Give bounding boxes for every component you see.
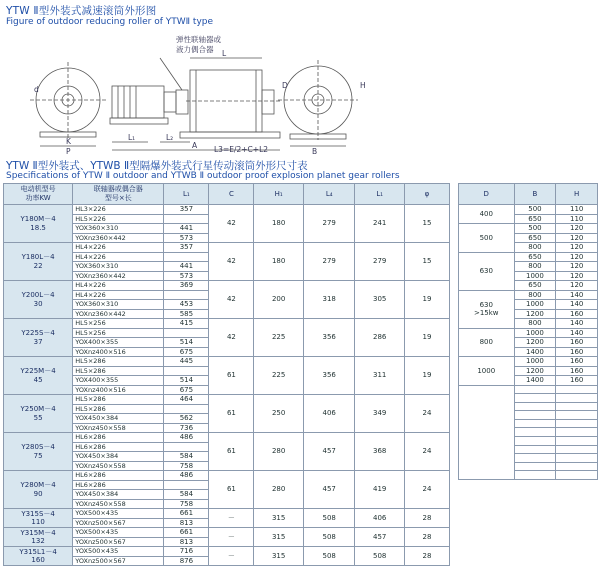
l1-cell: 357 [164, 205, 209, 215]
l1-cell: 813 [164, 518, 209, 528]
dimension-table [3, 183, 450, 566]
phi-cell: 24 [404, 433, 449, 471]
l1-cell: 573 [164, 271, 209, 281]
motor-cell [4, 357, 73, 395]
lf-cell: 311 [355, 357, 404, 395]
l1-cell: 716 [164, 547, 209, 557]
reducer-cell: YOX500×435 [73, 547, 164, 557]
dim-P: P [66, 147, 71, 156]
col-reducer: 联轴器或偶合器 型号×长 [73, 184, 164, 205]
table-row [459, 357, 598, 367]
phi-cell: 19 [404, 357, 449, 395]
col-D: D [459, 184, 515, 205]
motor-power: 18.5 [30, 223, 46, 232]
h1-cell: 315 [254, 509, 303, 528]
phi-cell: 15 [404, 243, 449, 281]
motor-cell [4, 319, 73, 357]
reducer-cell: HL6×286 [73, 471, 164, 481]
b-cell [514, 419, 556, 428]
reducer-cell: HL6×286 [73, 433, 164, 443]
h-cell: 120 [556, 224, 598, 234]
h-cell: 120 [556, 281, 598, 291]
reducer-cell: YOX400×355 [73, 338, 164, 348]
h-cell [556, 454, 598, 463]
phi-cell: 19 [404, 281, 449, 319]
l1-cell: 441 [164, 224, 209, 234]
l1-cell [164, 214, 209, 224]
motor-power: 45 [33, 375, 43, 384]
motor-model: Y180L－4 [21, 253, 55, 261]
b-cell [514, 445, 556, 454]
lf-cell: 457 [355, 528, 404, 547]
h-cell [556, 445, 598, 454]
lf-cell: 419 [355, 471, 404, 509]
motor-power: 37 [33, 337, 43, 346]
l1-cell: 758 [164, 461, 209, 471]
lf-cell: 286 [355, 319, 404, 357]
b-cell [514, 385, 556, 394]
lf-cell: 241 [355, 205, 404, 243]
l1-cell: 661 [164, 528, 209, 538]
reducer-cell: YOXnz450×558 [73, 499, 164, 509]
h-cell: 140 [556, 328, 598, 338]
l1-cell: 813 [164, 537, 209, 547]
c-cell: 61 [209, 357, 254, 395]
h-cell [556, 411, 598, 420]
h-cell: 110 [556, 214, 598, 224]
reducer-cell: HL5×286 [73, 395, 164, 405]
reducer-cell: YOX450×384 [73, 414, 164, 424]
reducer-cell: YOX360×310 [73, 224, 164, 234]
l4-cell: 457 [303, 471, 355, 509]
l1-cell: 486 [164, 433, 209, 443]
motor-power: 75 [33, 451, 43, 460]
motor-power: 22 [33, 261, 43, 270]
motor-model: Y315M－4 [20, 528, 56, 537]
table-row [4, 319, 450, 329]
h-cell: 140 [556, 300, 598, 310]
table-row [459, 224, 598, 234]
b-cell: 800 [514, 243, 556, 253]
reducer-cell: HL5×226 [73, 214, 164, 224]
motor-power: 110 [31, 518, 45, 526]
h1-cell: 225 [254, 357, 303, 395]
b-cell: 1000 [514, 271, 556, 281]
h1-cell: 315 [254, 547, 303, 566]
col-L4: L₄ [303, 184, 355, 205]
b-cell: 650 [514, 281, 556, 291]
b-cell: 1200 [514, 309, 556, 319]
d-cell: 500 [459, 224, 515, 253]
l4-cell: 508 [303, 528, 355, 547]
h1-cell: 180 [254, 243, 303, 281]
reducer-cell: HL5×286 [73, 357, 164, 367]
c-cell: 42 [209, 243, 254, 281]
l1-cell: 486 [164, 471, 209, 481]
l1-cell: 585 [164, 309, 209, 319]
b-cell: 650 [514, 214, 556, 224]
b-cell: 1000 [514, 357, 556, 367]
c-cell: 42 [209, 319, 254, 357]
h1-cell: 180 [254, 205, 303, 243]
d-cell: 400 [459, 205, 515, 224]
motor-cell [4, 509, 73, 528]
l1-cell: 736 [164, 423, 209, 433]
l1-cell: 876 [164, 556, 209, 566]
h-cell: 110 [556, 205, 598, 215]
l1-cell: 758 [164, 499, 209, 509]
phi-cell: 28 [404, 528, 449, 547]
l1-cell: 445 [164, 357, 209, 367]
l4-cell: 279 [303, 205, 355, 243]
motor-model: Y280S－4 [21, 443, 55, 451]
drum-size-table [458, 183, 598, 480]
reducer-cell: YOXnz400×516 [73, 385, 164, 395]
b-cell [514, 402, 556, 411]
motor-model: Y315S－4 [21, 509, 55, 518]
col-L1: L₁ [164, 184, 209, 205]
formula-label: L3=E/2+C+L2 [214, 145, 269, 154]
motor-model: Y225S－4 [21, 329, 55, 337]
table-row [4, 471, 450, 481]
reducer-cell: YOXnz450×558 [73, 461, 164, 471]
motor-model: Y250M－4 [20, 405, 56, 413]
table-title: YTW Ⅱ型外装式、YTWB Ⅱ型隔爆外装式行星传动滚筒外形尺寸表 [6, 160, 308, 172]
dim-L1: L₁ [128, 133, 136, 142]
l4-cell: 508 [303, 509, 355, 528]
reducer-cell: YOX360×310 [73, 262, 164, 272]
motor-cell [4, 243, 73, 281]
reducer-cell: HL4×226 [73, 252, 164, 262]
h-cell [556, 437, 598, 446]
b-cell [514, 394, 556, 403]
motor-power: 90 [33, 489, 43, 498]
table-row [4, 433, 450, 443]
motor-power: 160 [31, 556, 45, 564]
reducer-cell: HL4×226 [73, 243, 164, 253]
h-cell: 160 [556, 338, 598, 348]
l4-cell: 356 [303, 357, 355, 395]
col-H: H [556, 184, 598, 205]
table-row [459, 385, 598, 394]
col-Lf: L₁ [355, 184, 404, 205]
table-row [459, 290, 598, 300]
l1-cell: 415 [164, 319, 209, 329]
col-phi: φ [404, 184, 449, 205]
reducer-cell: HL3×226 [73, 205, 164, 215]
coupling [176, 90, 188, 114]
table-row [4, 528, 450, 538]
h-cell [556, 471, 598, 480]
h-cell [556, 394, 598, 403]
l1-cell: 562 [164, 414, 209, 424]
d-cell: 630 >15kw [459, 290, 515, 328]
h-cell: 120 [556, 271, 598, 281]
reducer-cell: YOX450×384 [73, 452, 164, 462]
b-cell: 800 [514, 262, 556, 272]
motor-cell [4, 528, 73, 547]
l1-cell [164, 404, 209, 414]
col-H1: H₁ [254, 184, 303, 205]
page-subtitle: Figure of outdoor reducing roller of YTWⅡ type [6, 17, 214, 27]
h1-cell: 225 [254, 319, 303, 357]
table-row [4, 547, 450, 557]
b-cell [514, 462, 556, 471]
page-title: YTW Ⅱ型外装式减速滚筒外形图 [6, 5, 157, 17]
motor-power: 55 [33, 413, 43, 422]
table-row [4, 281, 450, 291]
b-cell: 1200 [514, 366, 556, 376]
h-cell: 160 [556, 357, 598, 367]
l1-cell [164, 366, 209, 376]
reducer-cell: YOXnz450×558 [73, 423, 164, 433]
b-cell: 1400 [514, 347, 556, 357]
dim-A: A [192, 141, 198, 150]
motor-cell [4, 471, 73, 509]
b-cell: 1200 [514, 338, 556, 348]
l1-cell: 464 [164, 395, 209, 405]
h-cell [556, 428, 598, 437]
l1-cell: 661 [164, 509, 209, 519]
h-cell [556, 419, 598, 428]
lf-cell: 305 [355, 281, 404, 319]
reducer-cell: YOXnz400×516 [73, 347, 164, 357]
c-cell: 61 [209, 395, 254, 433]
l4-cell: 508 [303, 547, 355, 566]
roller-outline-drawing [0, 28, 600, 156]
reducer-cell: YOXnz500×567 [73, 537, 164, 547]
h-cell: 160 [556, 376, 598, 386]
l4-cell: 356 [303, 319, 355, 357]
motor-model: Y200L－4 [21, 291, 55, 299]
l1-cell: 441 [164, 262, 209, 272]
coupling-label-2: 液力偶合器 [176, 45, 214, 54]
h-cell: 120 [556, 262, 598, 272]
dim-B: B [312, 147, 318, 156]
reducer-cell: YOXnz500×567 [73, 518, 164, 528]
l1-cell: 573 [164, 233, 209, 243]
b-cell: 800 [514, 290, 556, 300]
table-row [4, 509, 450, 519]
phi-cell: 15 [404, 205, 449, 243]
l1-cell [164, 252, 209, 262]
l4-cell: 457 [303, 433, 355, 471]
c-cell: 61 [209, 471, 254, 509]
l1-cell [164, 290, 209, 300]
b-cell: 1400 [514, 376, 556, 386]
reducer-cell: HL5×256 [73, 328, 164, 338]
c-cell: － [209, 547, 254, 566]
reducer-cell: YOX400×355 [73, 376, 164, 386]
l4-cell: 279 [303, 243, 355, 281]
motor-cell [4, 281, 73, 319]
l1-cell: 584 [164, 490, 209, 500]
h1-cell: 280 [254, 471, 303, 509]
lf-cell: 368 [355, 433, 404, 471]
c-cell: － [209, 509, 254, 528]
c-cell: － [209, 528, 254, 547]
h-cell: 120 [556, 243, 598, 253]
motor-cell [4, 433, 73, 471]
phi-cell: 24 [404, 395, 449, 433]
motor-model: Y315L1－4 [19, 547, 57, 556]
table-row [459, 205, 598, 215]
col-B: B [514, 184, 556, 205]
reducer-cell: YOXnz360×442 [73, 233, 164, 243]
reducer-cell: YOX500×435 [73, 509, 164, 519]
l1-cell: 369 [164, 281, 209, 291]
h-cell: 160 [556, 366, 598, 376]
reducer-cell: HL5×286 [73, 404, 164, 414]
motor-cell [4, 205, 73, 243]
motor-cell [4, 547, 73, 566]
table-subtitle: Specifications of YTW Ⅱ outdoor and YTWB Ⅱ outdoor proof explosion planet gear rollers [6, 171, 400, 181]
h-cell: 120 [556, 233, 598, 243]
l4-cell: 318 [303, 281, 355, 319]
l1-cell: 584 [164, 452, 209, 462]
h1-cell: 280 [254, 433, 303, 471]
d-cell: 800 [459, 328, 515, 357]
h-cell: 120 [556, 252, 598, 262]
col-motor: 电动机型号 功率KW [4, 184, 73, 205]
reducer-cell: YOXnz360×442 [73, 309, 164, 319]
table-row [459, 328, 598, 338]
h-cell: 140 [556, 290, 598, 300]
h-cell: 140 [556, 319, 598, 329]
reducer-cell: HL6×286 [73, 480, 164, 490]
l1-cell [164, 328, 209, 338]
reducer-cell: YOX500×435 [73, 528, 164, 538]
h-cell [556, 385, 598, 394]
b-cell: 500 [514, 224, 556, 234]
l1-cell: 514 [164, 376, 209, 386]
h-cell: 160 [556, 347, 598, 357]
l1-cell: 675 [164, 385, 209, 395]
motor-cell [4, 395, 73, 433]
d-cell: 1000 [459, 357, 515, 386]
h1-cell: 250 [254, 395, 303, 433]
b-cell: 500 [514, 205, 556, 215]
dim-d: d [34, 85, 39, 94]
table-row [4, 243, 450, 253]
d-cell: 630 [459, 252, 515, 290]
motor-body [112, 86, 164, 118]
d-cell [459, 385, 515, 480]
l1-cell: 357 [164, 243, 209, 253]
lf-cell: 279 [355, 243, 404, 281]
reducer-cell: HL4×226 [73, 281, 164, 291]
b-cell: 1000 [514, 328, 556, 338]
l1-cell [164, 480, 209, 490]
motor-power: 30 [33, 299, 43, 308]
reducer-cell: YOXnz360×442 [73, 271, 164, 281]
l1-cell: 453 [164, 300, 209, 310]
h-cell: 160 [556, 309, 598, 319]
l1-cell [164, 442, 209, 452]
lf-cell: 508 [355, 547, 404, 566]
h-cell [556, 402, 598, 411]
h-cell [556, 462, 598, 471]
phi-cell: 28 [404, 547, 449, 566]
table-row [4, 395, 450, 405]
l1-cell: 514 [164, 338, 209, 348]
reducer-cell: YOX360×310 [73, 300, 164, 310]
b-cell: 1000 [514, 300, 556, 310]
b-cell [514, 454, 556, 463]
b-cell [514, 411, 556, 420]
dim-L2: L₂ [166, 133, 174, 142]
motor-power: 132 [31, 537, 45, 545]
dim-H: H [360, 81, 366, 90]
table-row [459, 252, 598, 262]
table-row [4, 357, 450, 367]
dim-D: D [282, 81, 288, 90]
c-cell: 42 [209, 281, 254, 319]
c-cell: 61 [209, 433, 254, 471]
reducer-cell: HL6×286 [73, 442, 164, 452]
l1-cell: 675 [164, 347, 209, 357]
b-cell: 650 [514, 252, 556, 262]
reducer-cell: HL5×256 [73, 319, 164, 329]
coupling-label-1: 弹性联轴器或 [176, 35, 221, 44]
motor-model: Y225M－4 [20, 367, 56, 375]
phi-cell: 28 [404, 509, 449, 528]
l4-cell: 406 [303, 395, 355, 433]
col-C: C [209, 184, 254, 205]
reducer-cell: HL4×226 [73, 290, 164, 300]
reducer-cell: YOX450×384 [73, 490, 164, 500]
lf-cell: 349 [355, 395, 404, 433]
c-cell: 42 [209, 205, 254, 243]
phi-cell: 19 [404, 319, 449, 357]
reducer-cell: YOXnz500×567 [73, 556, 164, 566]
reducer-cell: HL5×286 [73, 366, 164, 376]
h1-cell: 315 [254, 528, 303, 547]
motor-model: Y280M－4 [20, 481, 56, 489]
dim-L: L [222, 49, 227, 58]
b-cell [514, 437, 556, 446]
b-cell: 800 [514, 319, 556, 329]
motor-model: Y180M－4 [20, 215, 56, 223]
b-cell [514, 471, 556, 480]
dim-K: K [66, 137, 71, 146]
phi-cell: 24 [404, 471, 449, 509]
b-cell: 650 [514, 233, 556, 243]
lf-cell: 406 [355, 509, 404, 528]
table-row [4, 205, 450, 215]
h1-cell: 200 [254, 281, 303, 319]
b-cell [514, 428, 556, 437]
